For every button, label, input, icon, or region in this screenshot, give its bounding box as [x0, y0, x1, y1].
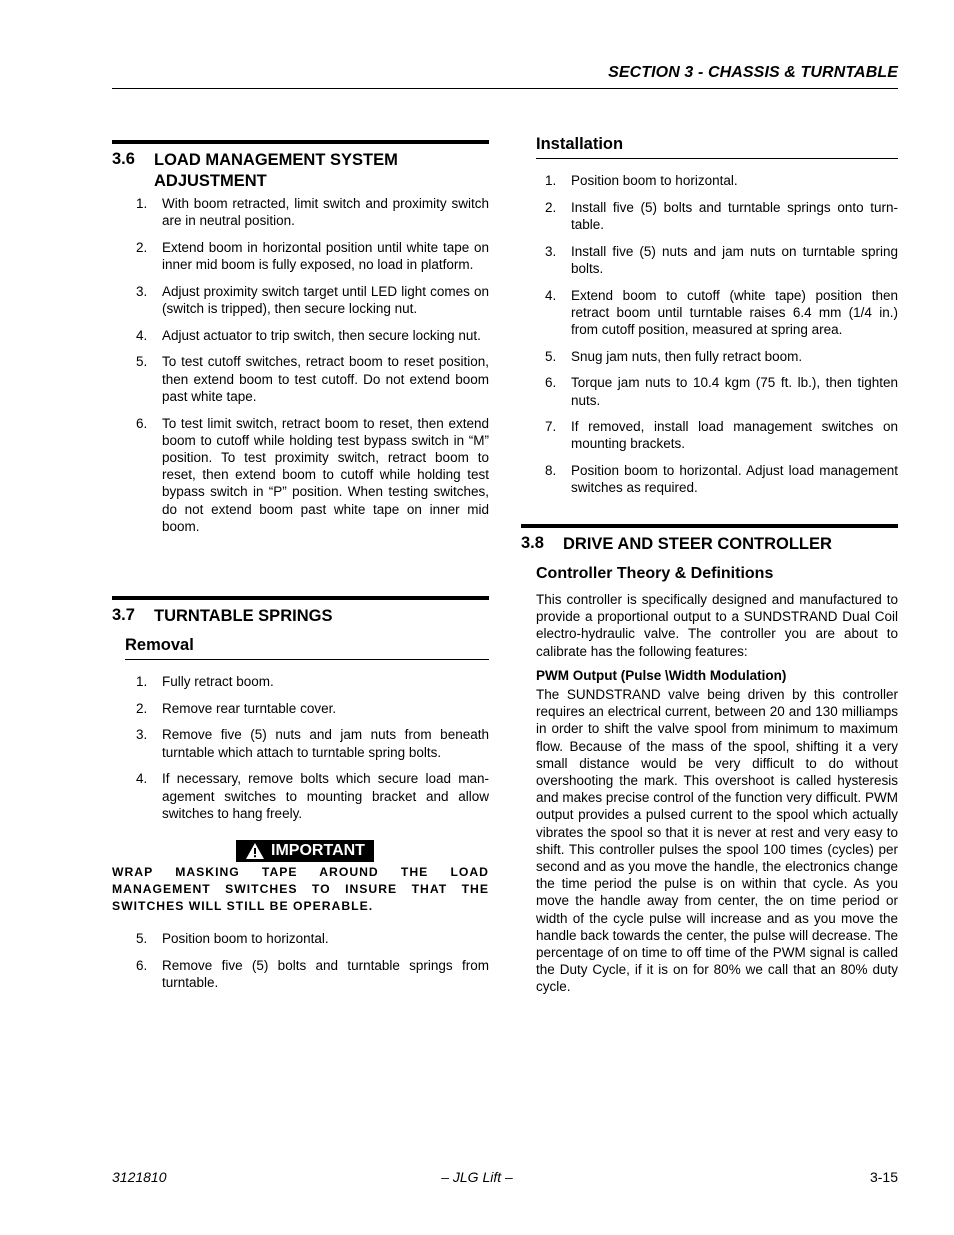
list-item: 3. Adjust proximity switch target until LED light comes on (switch is tripped), then secure locking nut. [136, 283, 489, 317]
pwm-heading: PWM Output (Pulse \Width Modulation) [536, 668, 787, 683]
list-item: 5. Snug jam nuts, then fully retract boom. [545, 348, 803, 364]
load-management-steps [112, 195, 489, 544]
list-item: 1. Fully retract boom. [136, 674, 274, 689]
footer-brand: – JLG Lift – [441, 1169, 513, 1185]
list-item: 7. If removed, install load management switches on mounting brackets. [545, 419, 898, 452]
pwm-text: The SUNDSTRAND valve being driven by this controller requires an electrical current, between 20 and 130 milliamps in order to shift the valve spool from minimum to maximum flow. Because of the mass of the spool, shifting it a very small distance would be very difficult to do without overshooting the mark. This overshoot is called hysteresis and makes precise control of the function very difficult. PWM output provides a pulsed current to the spool which actually vibrates the spool so that it is never at rest and very easy to shift. This controller pulses the spool 100 times (cycles) per second and as you move the handle, the electronics change the time period the pulse is on within that cycle. As you move the handle away from center, the on time period or width of the cycle pulse will increase and as you move the handle back towards the center, the pulse will decrease. The percentage of on time to off time of the PWM signal is called the Duty Cycle, if it is on for 80% we call that an 80% duty cycle. [536, 687, 898, 995]
removal-steps-continued [112, 930, 489, 1001]
section-3-7-heading [112, 596, 489, 627]
section-3-8-heading [521, 524, 898, 555]
removal-steps [112, 673, 489, 831]
list-item: 1. With boom retracted, limit switch and proximity switch are in neutral position. [136, 196, 489, 229]
list-item: 5. Position boom to horizontal. [136, 931, 329, 946]
footer-doc-number: 3121810 [112, 1169, 167, 1185]
section-3-6-heading [112, 140, 489, 192]
list-item: 6. To test limit switch, retract boom to reset, then extend boom to cutoff while holding test bypass switch in “M” position. To test proximity switch, retract boom to reset, then extend boom to cutoff while holding test bypass switch in “P” position. When testing switches, do not extend boom past white tape on inner mid boom. [136, 415, 489, 534]
list-item: 2. Install five (5) bolts and turntable springs onto turntable. [545, 199, 898, 232]
important-badge [236, 840, 374, 862]
controller-theory-text: This controller is specifically designed and manufactured to provide a proportional output to a SUNDSTRAND Dual Coil electro-hydraulic valve. The controller you are about to calibrate has the following features: [536, 592, 898, 659]
controller-theory-heading: Controller Theory & Definitions [536, 565, 774, 582]
header-rule [112, 88, 898, 89]
section-title: LOAD MANAGEMENT SYSTEM ADJUSTMENT [154, 151, 398, 190]
important-notice-text: WRAP MASKING TAPE AROUND THE LOAD MANAGEMENT SWITCHES TO INSURE THAT THE SWITCHES WILL STILL BE OPERABLE. [112, 865, 489, 914]
list-item: 3. Remove five (5) nuts and jam nuts from beneath turntable which attach to turntable spring bolts. [136, 727, 489, 760]
list-item: 5. To test cutoff switches, retract boom to reset position, then extend boom to test cutoff. Do not extend boom past white tape. [136, 354, 489, 404]
list-item: 8. Position boom to horizontal. Adjust load management switches as required. [545, 463, 898, 496]
section-number: 3.7 [112, 606, 135, 624]
section-title: TURNTABLE SPRINGS [154, 607, 333, 625]
footer-page-number: 3-15 [869, 1169, 898, 1185]
list-item: 2. Extend boom in horizontal position until white tape on inner mid boom is fully exposed, no load in platform. [136, 239, 489, 273]
warning-triangle-icon [245, 842, 265, 860]
list-item: 6. Remove five (5) bolts and turntable springs from turntable. [136, 957, 489, 990]
removal-heading: Removal [125, 636, 489, 660]
section-title: DRIVE AND STEER CONTROLLER [563, 535, 832, 553]
list-item: 4. Extend boom to cutoff (white tape) position then retract boom until turntable raises 6.4 mm (1/4 in.) from cutoff position, measured at spring area. [545, 287, 898, 337]
list-item: 4. If necessary, remove bolts which secure load management switches to mounting bracket and allow switches to hang freely. [136, 771, 489, 821]
installation-steps [521, 172, 898, 506]
list-item: 4. Adjust actuator to trip switch, then secure locking nut. [136, 327, 481, 343]
section-number: 3.8 [521, 534, 544, 552]
installation-heading: Installation [536, 135, 898, 159]
list-item: 3. Install five (5) nuts and jam nuts on turntable spring bolts. [545, 243, 898, 276]
list-item: 1. Position boom to horizontal. [545, 173, 738, 188]
list-item: 2. Remove rear turntable cover. [136, 700, 337, 716]
important-label: IMPORTANT [271, 842, 365, 859]
list-item: 6. Torque jam nuts to 10.4 kgm (75 ft. lb.), then tighten nuts. [545, 375, 898, 408]
page-header-title: SECTION 3 - CHASSIS & TURNTABLE [608, 64, 898, 81]
section-number: 3.6 [112, 150, 135, 168]
